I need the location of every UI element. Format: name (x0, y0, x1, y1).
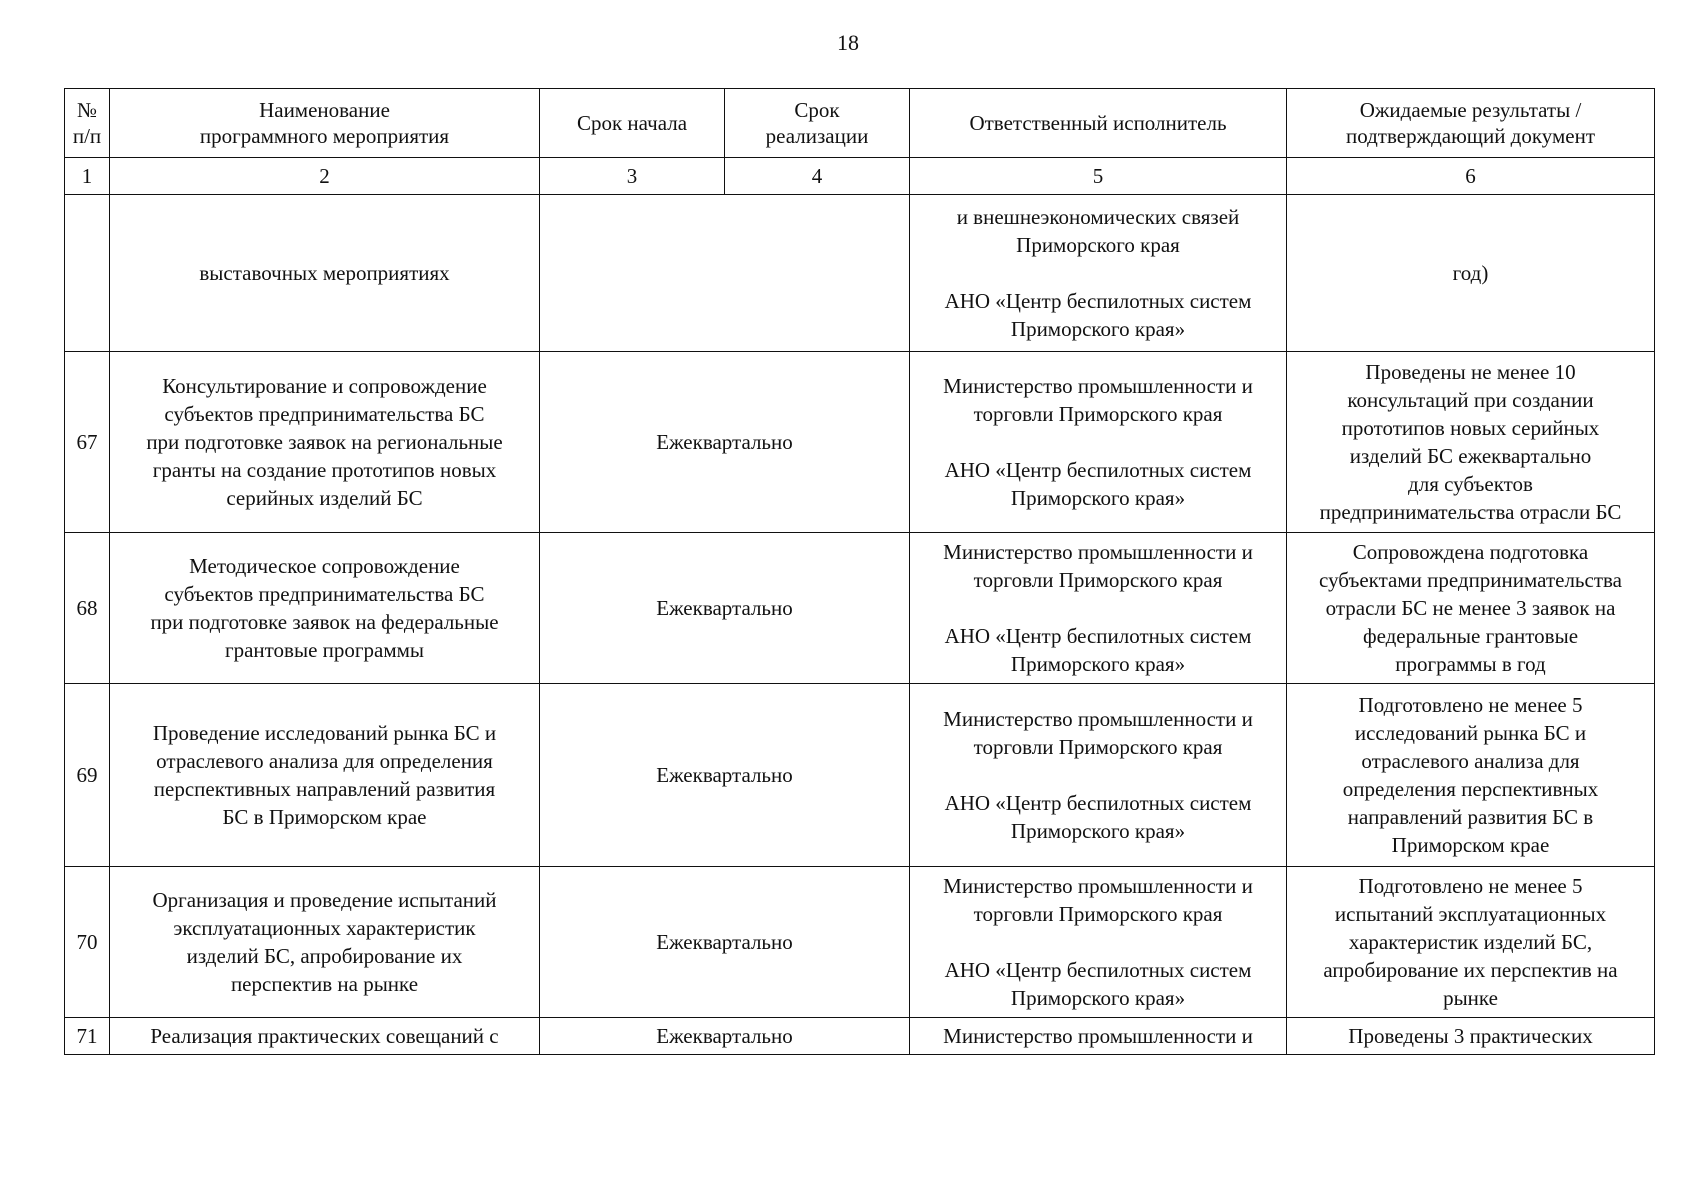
column-number: 6 (1287, 158, 1655, 195)
activity-name: Консультирование и сопровождение субъектов предпринимательства БС при подготовке заявок на региональные гранты на создание прототипов новых серийных изделий БС (110, 352, 540, 533)
table-row (65, 1018, 1655, 1055)
header-responsible-executor: Ответственный исполнитель (910, 89, 1287, 158)
row-number (65, 195, 110, 352)
header-start-date: Срок начала (540, 89, 725, 158)
activity-period (540, 195, 910, 352)
header-implementation-term: Срок реализации (725, 89, 910, 158)
expected-result: Подготовлено не менее 5 испытаний эксплуатационных характеристик изделий БС, апробирование их перспектив на рынке (1287, 867, 1655, 1018)
header-row (65, 89, 1655, 158)
activity-name: выставочных мероприятиях (110, 195, 540, 352)
row-number: 69 (65, 684, 110, 867)
expected-result: Проведены не менее 10 консультаций при создании прототипов новых серийных изделий БС ежеквартально для субъектов предпринимательства отрасли БС (1287, 352, 1655, 533)
column-number: 4 (725, 158, 910, 195)
table-row (65, 684, 1655, 867)
activity-name: Методическое сопровождение субъектов предпринимательства БС при подготовке заявок на федеральные грантовые программы (110, 533, 540, 684)
activity-period: Ежеквартально (540, 1018, 910, 1055)
activity-name: Проведение исследований рынка БС и отраслевого анализа для определения перспективных направлений развития БС в Приморском крае (110, 684, 540, 867)
responsible-executor: Министерство промышленности и (910, 1018, 1287, 1055)
activity-name: Организация и проведение испытаний эксплуатационных характеристик изделий БС, апробирование их перспектив на рынке (110, 867, 540, 1018)
column-numbers-row (65, 158, 1655, 195)
page-number: 18 (837, 30, 859, 55)
column-number: 5 (910, 158, 1287, 195)
table-row (65, 867, 1655, 1018)
activity-period: Ежеквартально (540, 684, 910, 867)
row-number: 67 (65, 352, 110, 533)
header-expected-results: Ожидаемые результаты / подтверждающий документ (1287, 89, 1655, 158)
activity-name: Реализация практических совещаний с (110, 1018, 540, 1055)
responsible-executor: и внешнеэкономических связей Приморского края АНО «Центр беспилотных систем Приморского края» (910, 195, 1287, 352)
expected-result: Проведены 3 практических (1287, 1018, 1655, 1055)
activity-period: Ежеквартально (540, 352, 910, 533)
responsible-executor: Министерство промышленности и торговли Приморского края АНО «Центр беспилотных систем Приморского края» (910, 533, 1287, 684)
table-row (65, 352, 1655, 533)
responsible-executor: Министерство промышленности и торговли Приморского края АНО «Центр беспилотных систем Приморского края» (910, 684, 1287, 867)
program-activities-table (64, 88, 1655, 1055)
responsible-executor: Министерство промышленности и торговли Приморского края АНО «Центр беспилотных систем Приморского края» (910, 867, 1287, 1018)
expected-result: Подготовлено не менее 5 исследований рынка БС и отраслевого анализа для определения перспективных направлений развития БС в Приморском крае (1287, 684, 1655, 867)
row-number: 70 (65, 867, 110, 1018)
activity-period: Ежеквартально (540, 533, 910, 684)
expected-result: Сопровождена подготовка субъектами предпринимательства отрасли БС не менее 3 заявок на федеральные грантовые программы в год (1287, 533, 1655, 684)
expected-result: год) (1287, 195, 1655, 352)
table-row (65, 533, 1655, 684)
column-number: 1 (65, 158, 110, 195)
header-num: № п/п (65, 89, 110, 158)
table-row (65, 195, 1655, 352)
column-number: 3 (540, 158, 725, 195)
row-number: 71 (65, 1018, 110, 1055)
responsible-executor: Министерство промышленности и торговли Приморского края АНО «Центр беспилотных систем Приморского края» (910, 352, 1287, 533)
activity-period: Ежеквартально (540, 867, 910, 1018)
column-number: 2 (110, 158, 540, 195)
header-activity-name: Наименование программного мероприятия (110, 89, 540, 158)
row-number: 68 (65, 533, 110, 684)
